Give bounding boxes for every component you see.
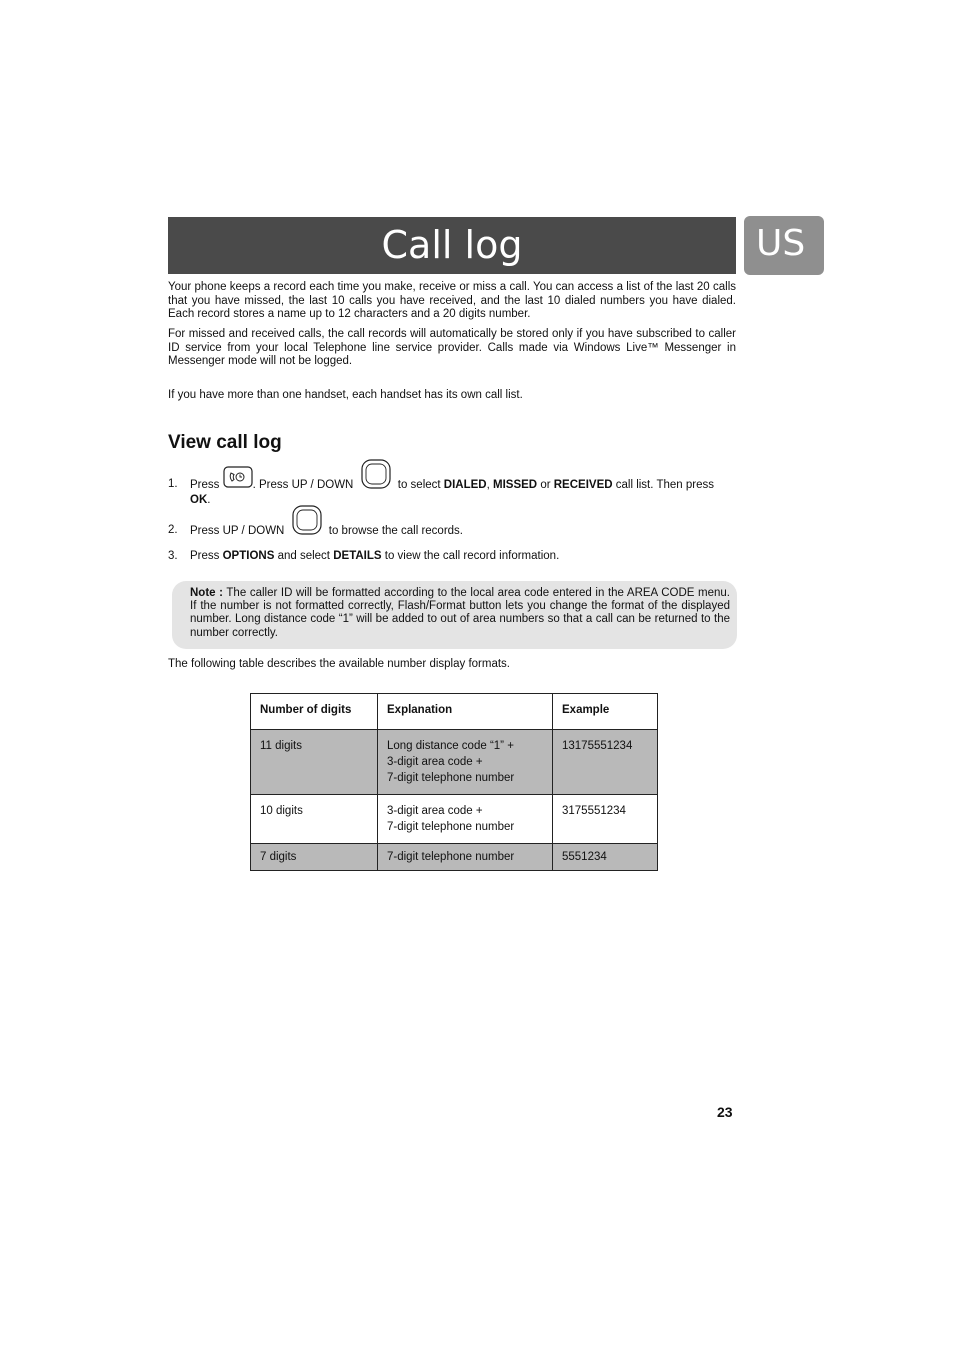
step-number: 1. [168, 478, 178, 490]
column-header: Example [553, 694, 658, 730]
section-heading: View call log [168, 432, 282, 453]
navigation-key-icon [361, 459, 391, 493]
region-tab [744, 216, 824, 275]
step-text: Press . Press UP / DOWN to select DIALED, MISSED or RECEIVED call list. Then press OK. [190, 477, 730, 507]
page-number: 23 [717, 1104, 733, 1120]
column-header: Number of digits [251, 694, 378, 730]
cell-digits: 11 digits [251, 730, 378, 795]
step-text: Press UP / DOWN to browse the call records. [190, 523, 730, 539]
intro-paragraph-1: Your phone keeps a record each time you make, receive or miss a call. You can access a list of the last 20 calls that you have missed, the last 10 calls you have received, and the last 10 dialed numbers you have dialed. Each record stores a name up to 12 characters and a 20 digits number. [168, 281, 736, 320]
cell-example: 3175551234 [553, 795, 658, 844]
number-format-table [250, 693, 658, 871]
note-body: The caller ID will be formatted according to the local area code entered in the AREA CODE menu. If the number is not formatted correctly, Flash/Format button lets you change the format of the displayed number. Long distance code “1” will be added to out of area numbers so that a call can be returned to the number correctly. [190, 587, 730, 639]
cell-explanation: 3-digit area code + 7-digit telephone number [378, 795, 553, 844]
table-row [251, 844, 658, 871]
page-title: Call log [381, 223, 523, 267]
note-text [190, 587, 730, 640]
column-header: Explanation [378, 694, 553, 730]
cell-explanation: 7-digit telephone number [378, 844, 553, 871]
cell-explanation: Long distance code “1” + 3-digit area code + 7-digit telephone number [378, 730, 553, 795]
cell-digits: 10 digits [251, 795, 378, 844]
step-number: 3. [168, 550, 178, 562]
intro-paragraph-3: If you have more than one handset, each handset has its own call list. [168, 389, 523, 401]
step-number: 2. [168, 524, 178, 536]
cell-example: 5551234 [553, 844, 658, 871]
page-title-bar [168, 217, 736, 274]
navigation-key-icon [292, 505, 322, 539]
table-header-row [251, 694, 658, 730]
call-log-key-icon [223, 466, 253, 492]
note-label: Note : [190, 587, 223, 599]
note-box [172, 581, 737, 649]
cell-example: 13175551234 [553, 730, 658, 795]
step-text: Press OPTIONS and select DETAILS to view the call record information. [190, 550, 560, 562]
table-row [251, 730, 658, 795]
cell-digits: 7 digits [251, 844, 378, 871]
table-intro: The following table describes the available number display formats. [168, 658, 510, 670]
intro-paragraph-2: For missed and received calls, the call records will automatically be stored only if you have subscribed to caller ID service from your local Telephone line service provider. Calls made via Windows Live™ Messenger in Messenger mode will not be logged. [168, 328, 736, 367]
region-tab-label: US [756, 223, 806, 264]
table-row [251, 795, 658, 844]
